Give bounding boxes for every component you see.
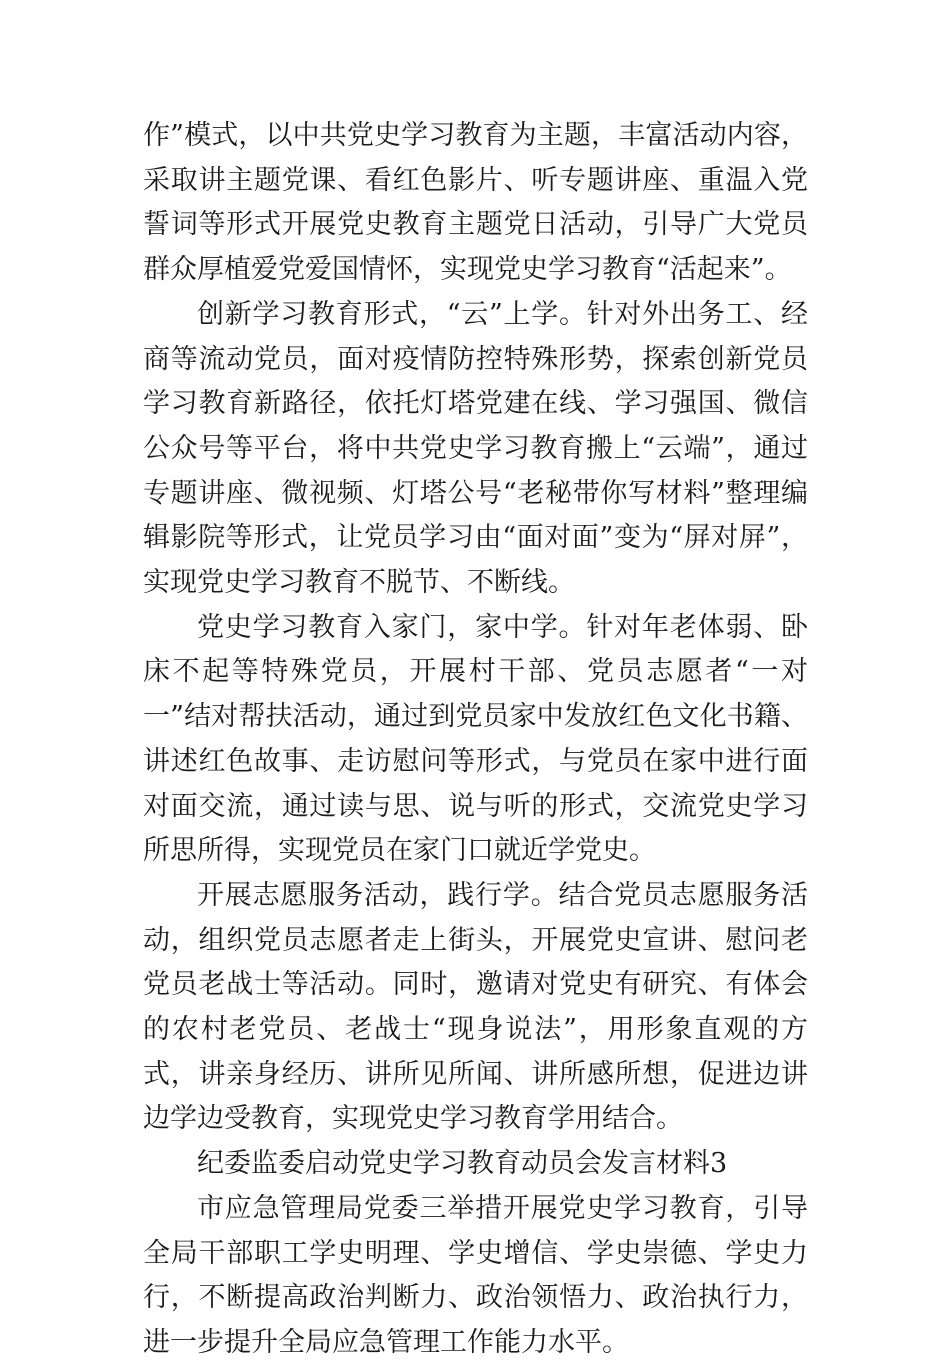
paragraph-volunteer-learning: 开展志愿服务活动，践行学。结合党员志愿服务活动，组织党员志愿者走上街头，开展党史宣讲、慰问老党员老战士等活动。同时，邀请对党史有研究、有体会的农村老党员、老战士“现身说法”，用形象直观的方式，讲亲身经历、讲所见所闻、讲所感所想，促进边讲边学边受教育，实现党史学习教育学用结合。	[143, 879, 808, 1135]
paragraph-home-learning: 党史学习教育入家门，家中学。针对年老体弱、卧床不起等特殊党员，开展村干部、党员志愿者“一对一”结对帮扶活动，通过到党员家中发放红色文化书籍、讲述红色故事、走访慰问等形式，与党员在家中进行面对面交流，通过读与思、说与听的形式，交流党史学习所思所得，实现党员在家门口就近学党史。	[143, 611, 808, 867]
section-title: 纪委监委启动党史学习教育动员会发言材料3	[197, 1148, 728, 1180]
paragraph-cloud-learning: 创新学习教育形式，“云”上学。针对外出务工、经商等流动党员，面对疫情防控特殊形势，探索创新党员学习教育新路径，依托灯塔党建在线、学习强国、微信公众号等平台，将中共党史学习教育搬上“云端”，通过专题讲座、微视频、灯塔公号“老秘带你写材料”整理编辑影院等形式，让党员学习由“面对面”变为“屏对屏”，实现党史学习教育不脱节、不断线。	[143, 298, 808, 599]
paragraph-continued: 作”模式，以中共党史学习教育为主题，丰富活动内容，采取讲主题党课、看红色影片、听专题讲座、重温入党誓词等形式开展党史教育主题党日活动，引导广大党员群众厚植爱党爱国情怀，实现党史学习教育“活起来”。	[143, 120, 808, 286]
paragraph-emergency-bureau: 市应急管理局党委三举措开展党史学习教育，引导全局干部职工学史明理、学史增信、学史崇德、学史力行，不断提高政治判断力、政治领悟力、政治执行力，进一步提升全局应急管理工作能力水平。	[143, 1192, 808, 1358]
document-body	[143, 114, 808, 1366]
